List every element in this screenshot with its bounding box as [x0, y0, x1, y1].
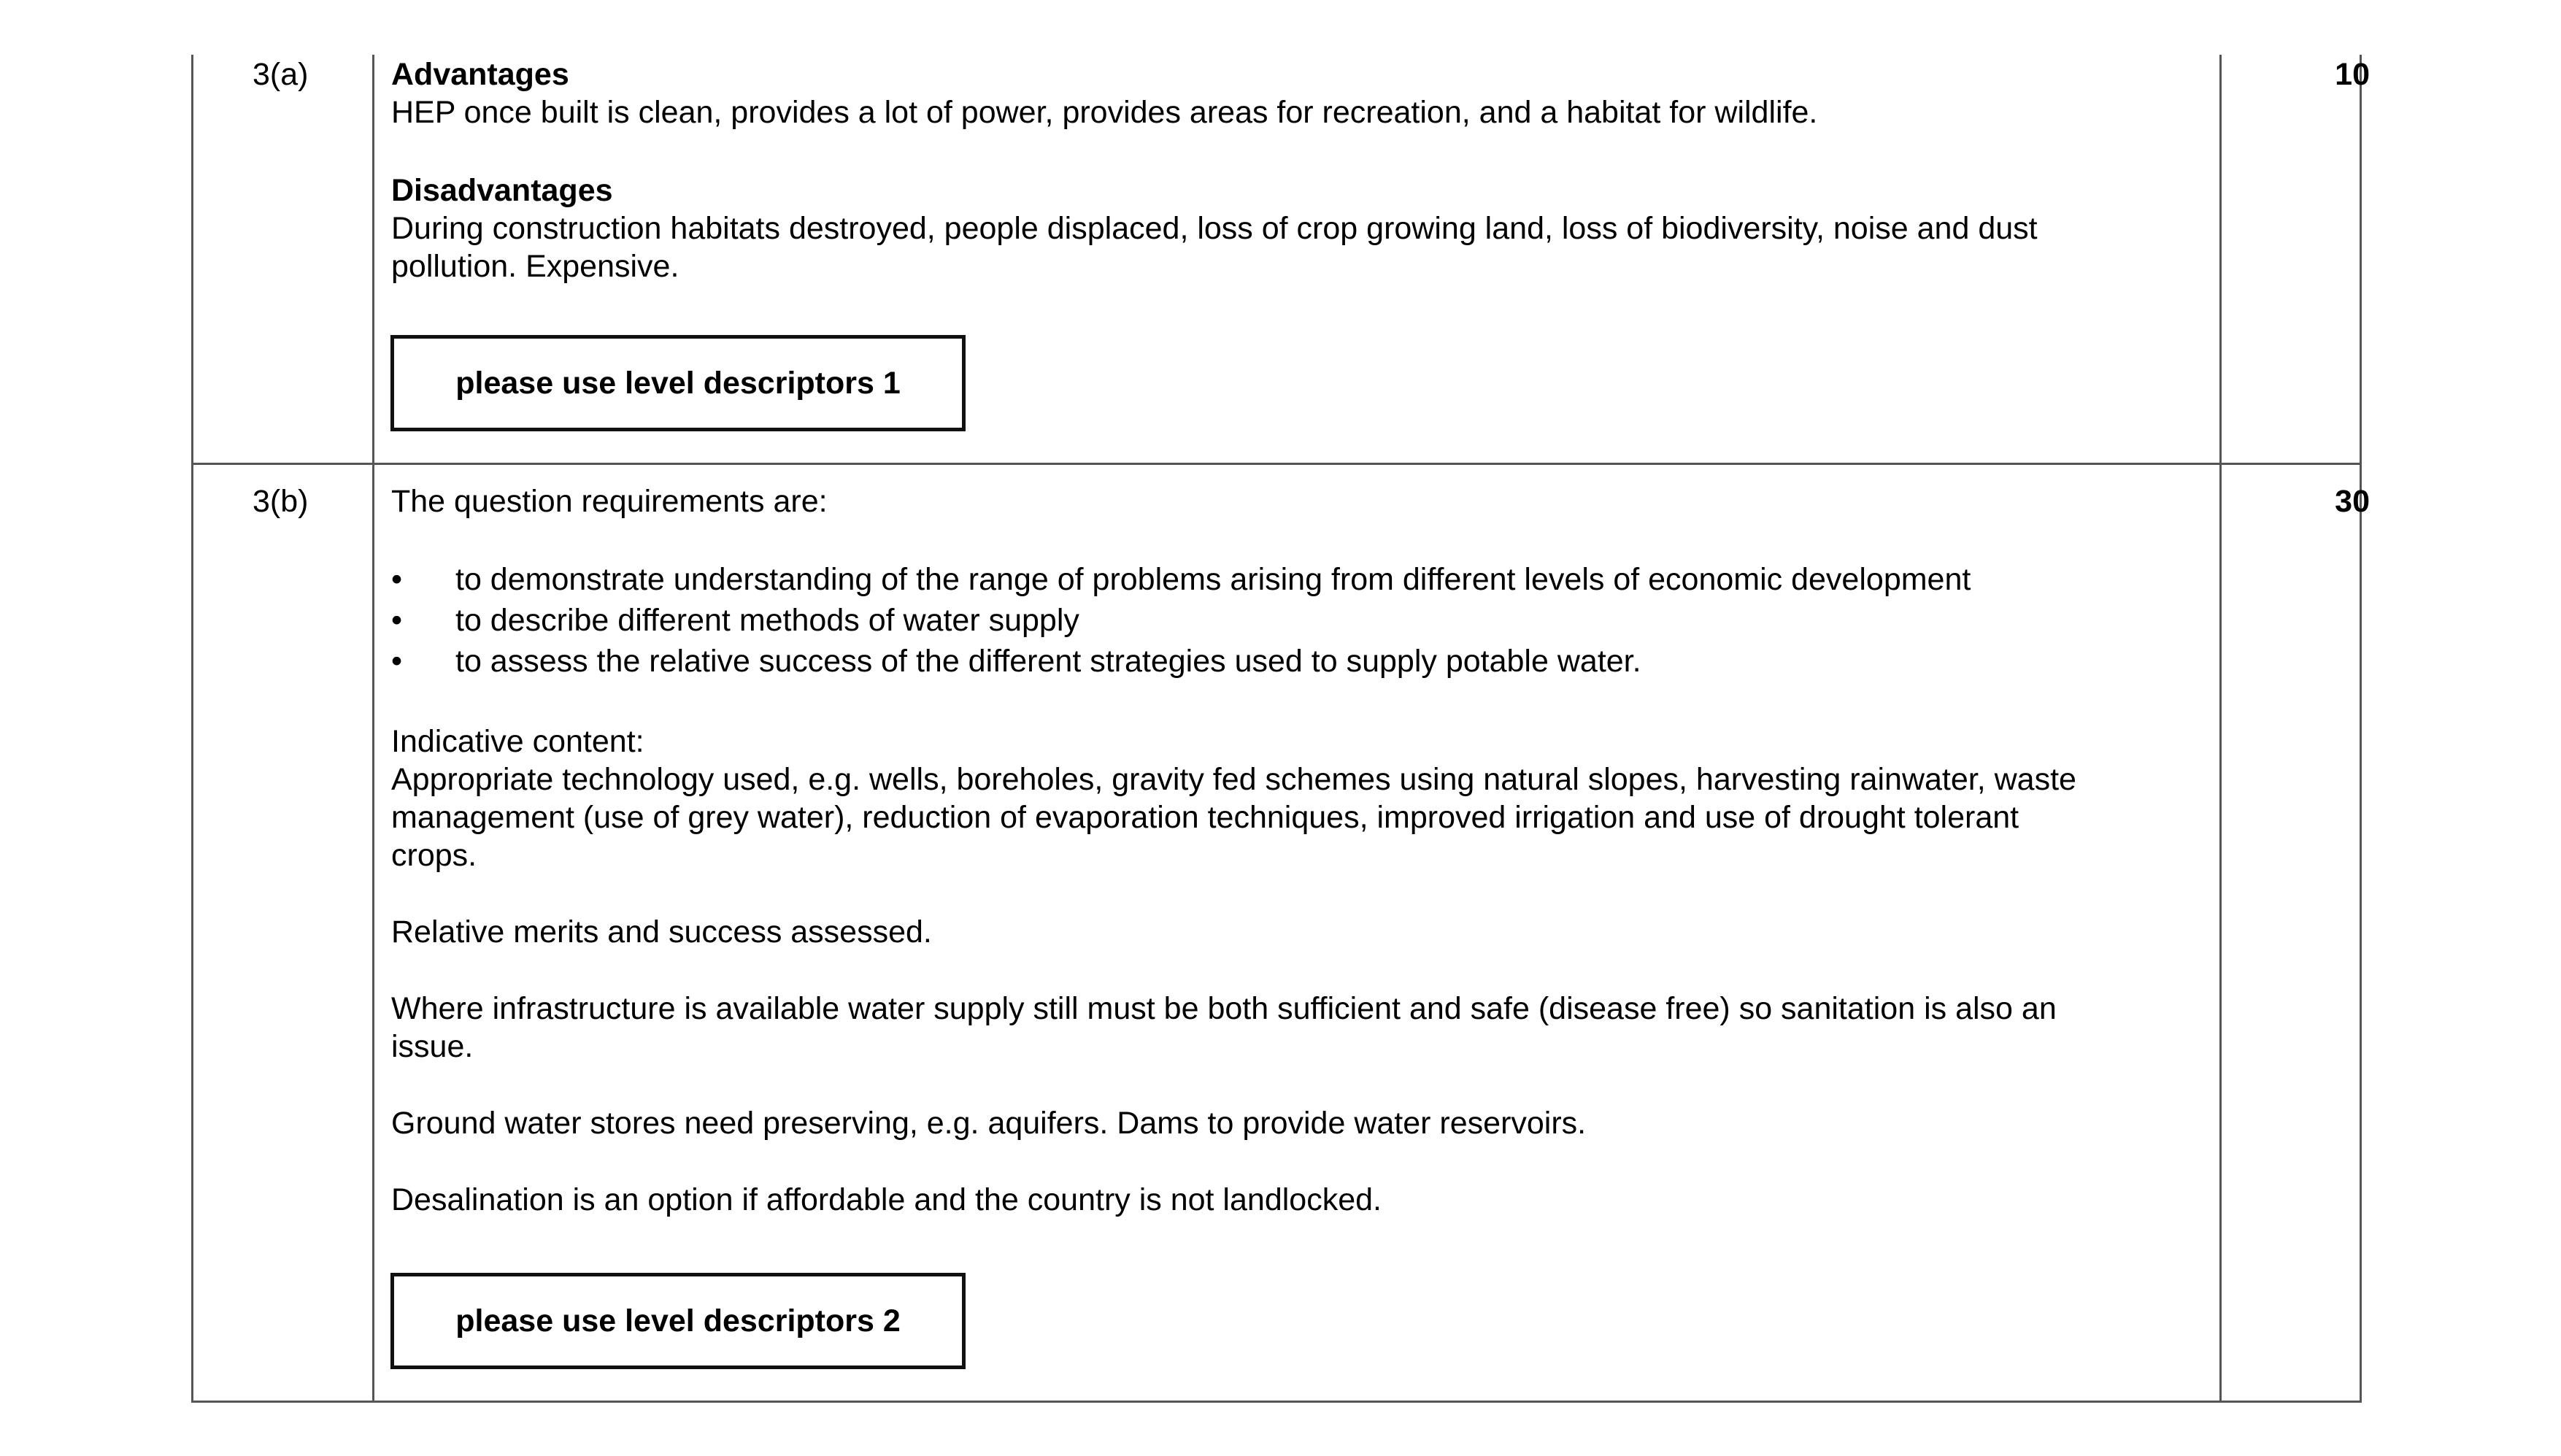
requirements-intro: The question requirements are:: [391, 484, 828, 519]
column-divider-marks: [2219, 55, 2222, 1403]
table-right-border: [2360, 55, 2362, 1403]
infrastructure-text-line2: issue.: [391, 1029, 474, 1064]
indicative-text-line1: Appropriate technology used, e.g. wells, boreholes, gravity fed schemes using natural slopes, harvesting rainwater, waste: [391, 762, 2076, 797]
advantages-text: HEP once built is clean, provides a lot of power, provides areas for recreation, and a habitat for wildlife.: [391, 95, 1818, 130]
disadvantages-text-line1: During construction habitats destroyed, people displaced, loss of crop growing land, loss of biodiversity, noise and dust: [391, 211, 2038, 246]
advantages-heading: Advantages: [391, 57, 569, 92]
merits-text: Relative merits and success assessed.: [391, 914, 932, 950]
level-descriptors-box: please use level descriptors 1: [390, 335, 966, 431]
list-item-text: to demonstrate understanding of the range of problems arising from different levels of economic development: [455, 562, 1971, 597]
row-divider: [191, 463, 2362, 465]
marks-value: 30: [2335, 484, 2370, 519]
list-item-text: to describe different methods of water supply: [455, 603, 1079, 638]
indicative-text-line3: crops.: [391, 838, 477, 873]
bullet-icon: •: [391, 562, 403, 597]
infrastructure-text-line1: Where infrastructure is available water supply still must be both sufficient and safe (disease free) so sanitation is also an: [391, 991, 2057, 1026]
bullet-icon: •: [391, 603, 403, 638]
desalination-text: Desalination is an option if affordable and the country is not landlocked.: [391, 1182, 1382, 1217]
indicative-text-line2: management (use of grey water), reduction of evaporation techniques, improved irrigation and use of drought tolerant: [391, 800, 2019, 835]
question-number: 3(a): [253, 57, 309, 92]
column-divider-question: [372, 55, 374, 1403]
groundwater-text: Ground water stores need preserving, e.g. aquifers. Dams to provide water reservoirs.: [391, 1106, 1587, 1141]
indicative-heading: Indicative content:: [391, 724, 644, 759]
list-item: [391, 600, 1079, 641]
level-descriptors-box: please use level descriptors 2: [390, 1273, 966, 1369]
table-left-border: [191, 55, 193, 1403]
list-item: [391, 559, 1971, 600]
question-number: 3(b): [253, 484, 309, 519]
disadvantages-text-line2: pollution. Expensive.: [391, 249, 679, 284]
list-item: [391, 641, 1641, 682]
table-bottom-border: [191, 1401, 2362, 1403]
list-item-text: to assess the relative success of the different strategies used to supply potable water.: [455, 644, 1641, 679]
marks-value: 10: [2335, 57, 2370, 92]
disadvantages-heading: Disadvantages: [391, 173, 613, 208]
bullet-icon: •: [391, 644, 403, 679]
